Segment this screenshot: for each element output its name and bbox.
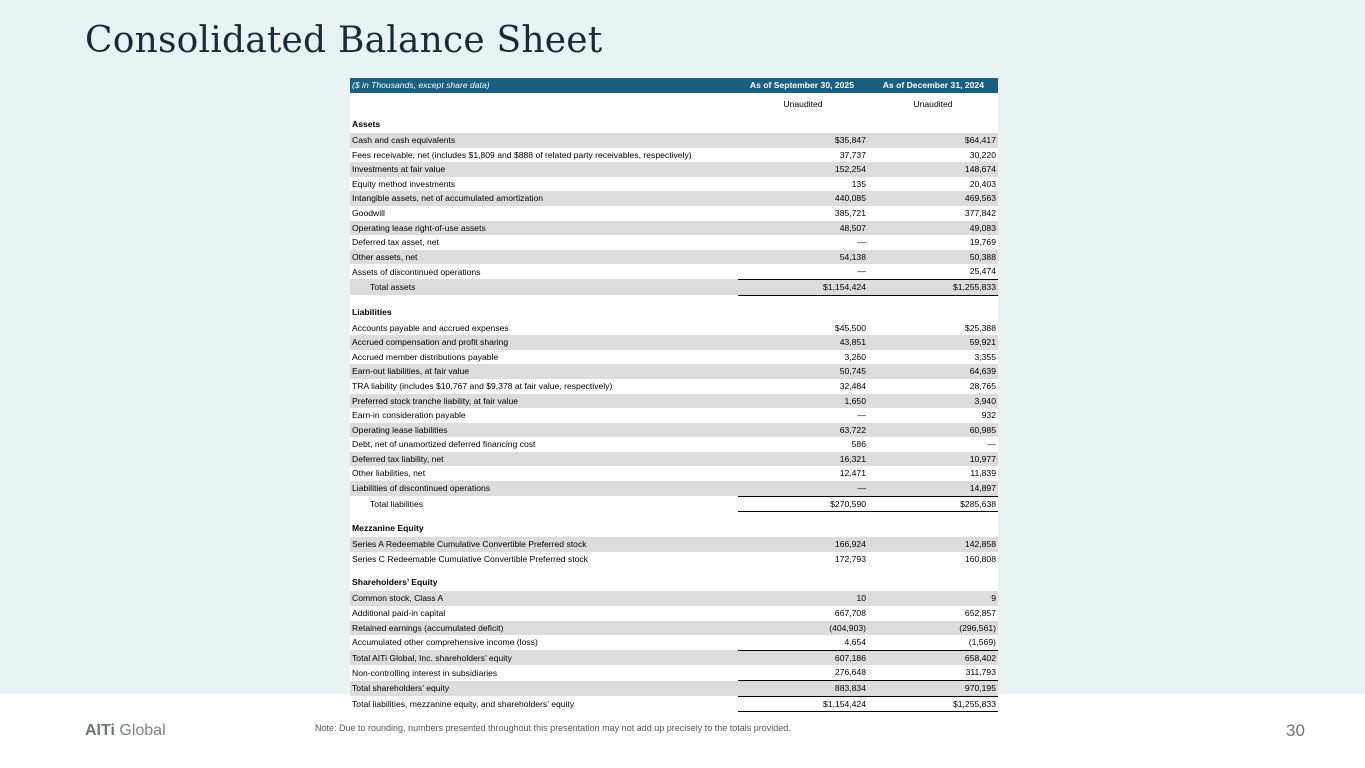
brand-name-rest: Global bbox=[114, 722, 166, 739]
value-sep-2025: $35,847 bbox=[738, 133, 868, 148]
value-sep-2025: $1,154,424 bbox=[738, 696, 868, 712]
value-dec-2024: (1,569) bbox=[968, 637, 996, 648]
row-label: Other assets, net bbox=[350, 250, 738, 265]
value-dec-2024: 148,674 bbox=[868, 162, 998, 177]
header-col-sep-2025: As of September 30, 2025 bbox=[738, 78, 868, 93]
row-label: Debt, net of unamortized deferred financing cost bbox=[352, 439, 536, 450]
value-sep-2025: — bbox=[857, 266, 866, 277]
table-row bbox=[350, 466, 998, 481]
row-label: Liabilities of discontinued operations bbox=[350, 481, 738, 496]
table-row bbox=[350, 537, 998, 552]
value-sep-2025: 166,924 bbox=[738, 537, 868, 552]
section-heading: Liabilities bbox=[352, 306, 392, 317]
row-label: Total shareholders’ equity bbox=[350, 681, 738, 697]
empty-cell bbox=[738, 573, 868, 591]
value-sep-2025: 63,722 bbox=[738, 423, 868, 438]
table-row bbox=[350, 191, 998, 206]
value-dec-2024: 658,402 bbox=[868, 650, 998, 665]
section-heading: Assets bbox=[352, 119, 381, 129]
value-dec-2024: 970,195 bbox=[868, 681, 998, 697]
value-dec-2024: 14,897 bbox=[868, 481, 998, 496]
value-dec-2024: 20,403 bbox=[969, 178, 996, 189]
table-row bbox=[350, 335, 998, 350]
table-row bbox=[350, 221, 998, 236]
value-sep-2025: 667,708 bbox=[834, 608, 866, 619]
value-sep-2025: (404,903) bbox=[738, 621, 868, 636]
row-label: Total liabilities, mezzanine equity, and shareholders’ equity bbox=[352, 698, 575, 709]
value-sep-2025: 1,650 bbox=[738, 394, 868, 409]
value-dec-2024: 59,921 bbox=[868, 335, 998, 350]
table-row bbox=[350, 437, 998, 452]
empty-cell bbox=[738, 519, 868, 537]
value-dec-2024: 25,474 bbox=[969, 266, 996, 277]
value-sep-2025: 50,745 bbox=[738, 364, 868, 379]
value-sep-2025: 4,654 bbox=[844, 637, 866, 648]
value-sep-2025: 16,321 bbox=[738, 452, 868, 467]
table-row bbox=[350, 635, 998, 650]
table-row bbox=[350, 133, 998, 148]
empty-cell bbox=[868, 519, 998, 537]
grand-row bbox=[350, 696, 998, 712]
value-dec-2024: 652,857 bbox=[964, 608, 996, 619]
table-subheader-row bbox=[350, 93, 998, 115]
subheader-col1: Unaudited bbox=[783, 99, 823, 109]
balance-sheet-table-container bbox=[350, 78, 998, 712]
table-row bbox=[350, 591, 998, 606]
value-dec-2024: 377,842 bbox=[964, 207, 996, 218]
spacer-cell bbox=[350, 566, 998, 573]
table-row bbox=[350, 250, 998, 265]
value-dec-2024: 932 bbox=[981, 410, 996, 421]
table-row bbox=[350, 552, 998, 567]
table-row bbox=[350, 423, 998, 438]
table-row bbox=[350, 162, 998, 177]
section-heading: Mezzanine Equity bbox=[352, 523, 424, 534]
value-dec-2024: 3,355 bbox=[974, 351, 996, 362]
brand-name-bold: AITi bbox=[85, 722, 115, 739]
row-label: Deferred tax asset, net bbox=[352, 237, 439, 248]
value-dec-2024: 142,858 bbox=[868, 537, 998, 552]
section-heading-row bbox=[350, 303, 998, 321]
table-row bbox=[350, 606, 998, 621]
value-dec-2024: 28,765 bbox=[969, 380, 996, 391]
value-sep-2025: 385,721 bbox=[834, 207, 866, 218]
subheader-blank bbox=[350, 93, 738, 115]
row-label: Cash and cash equivalents bbox=[350, 133, 738, 148]
section-heading-row bbox=[350, 115, 998, 133]
table-row bbox=[350, 264, 998, 279]
row-label: Investments at fair value bbox=[350, 162, 738, 177]
empty-cell bbox=[868, 303, 998, 321]
spacer-row bbox=[350, 566, 998, 573]
brand-logo bbox=[85, 722, 166, 740]
row-label: Operating lease liabilities bbox=[350, 423, 738, 438]
header-units-label: ($ in Thousands, except share data) bbox=[350, 78, 738, 93]
footnote: Note: Due to rounding, numbers presented throughout this presentation may not add up precisely to the totals provided. bbox=[315, 723, 791, 733]
row-label: Additional paid-in capital bbox=[352, 608, 446, 619]
row-label: Accumulated other comprehensive income (loss) bbox=[352, 637, 538, 648]
row-label: Non-controlling interest in subsidiaries bbox=[352, 667, 498, 678]
table-row bbox=[350, 364, 998, 379]
table-row bbox=[350, 321, 998, 336]
value-sep-2025: — bbox=[857, 237, 866, 248]
empty-cell bbox=[738, 303, 868, 321]
value-sep-2025: 152,254 bbox=[738, 162, 868, 177]
value-dec-2024: $25,388 bbox=[964, 322, 996, 333]
row-label: Total AITi Global, Inc. shareholders’ equity bbox=[350, 650, 738, 665]
spacer-cell bbox=[350, 295, 998, 303]
value-sep-2025: — bbox=[738, 481, 868, 496]
row-label: Preferred stock tranche liability, at fair value bbox=[350, 394, 738, 409]
row-label: Goodwill bbox=[352, 207, 385, 218]
section-heading-row bbox=[350, 519, 998, 537]
row-label: Series C Redeemable Cumulative Convertible Preferred stock bbox=[352, 553, 588, 564]
row-label: Accrued compensation and profit sharing bbox=[350, 335, 738, 350]
table-row bbox=[350, 665, 998, 680]
value-sep-2025: 172,793 bbox=[834, 553, 866, 564]
row-label: Fees receivable, net (includes $1,809 and $888 of related party receivables, respectively) bbox=[352, 149, 692, 160]
value-dec-2024: 60,985 bbox=[868, 423, 998, 438]
value-sep-2025: $45,500 bbox=[834, 322, 866, 333]
table-row bbox=[350, 206, 998, 221]
row-label: Deferred tax liability, net bbox=[350, 452, 738, 467]
spacer-cell bbox=[350, 512, 998, 520]
balance-sheet-table bbox=[350, 78, 998, 712]
row-label: Total assets bbox=[350, 279, 738, 295]
value-sep-2025: 12,471 bbox=[839, 468, 866, 479]
value-dec-2024: 19,769 bbox=[969, 237, 996, 248]
subtotal-row bbox=[350, 650, 998, 665]
value-dec-2024: $1,255,833 bbox=[868, 279, 998, 295]
row-label: Earn-in consideration payable bbox=[352, 410, 466, 421]
row-label: TRA liability (includes $10,767 and $9,378 at fair value, respectively) bbox=[352, 380, 613, 391]
value-sep-2025: 48,507 bbox=[738, 221, 868, 236]
empty-cell bbox=[738, 115, 868, 133]
row-label: Retained earnings (accumulated deficit) bbox=[350, 621, 738, 636]
value-sep-2025: 43,851 bbox=[738, 335, 868, 350]
value-dec-2024: $64,417 bbox=[868, 133, 998, 148]
value-sep-2025: — bbox=[857, 410, 866, 421]
empty-cell bbox=[868, 573, 998, 591]
table-row bbox=[350, 350, 998, 365]
value-dec-2024: 160,808 bbox=[964, 553, 996, 564]
value-sep-2025: $270,590 bbox=[738, 496, 868, 512]
row-label: Assets of discontinued operations bbox=[352, 266, 481, 277]
value-dec-2024: 50,388 bbox=[868, 250, 998, 265]
value-sep-2025: 37,737 bbox=[839, 149, 866, 160]
table-row bbox=[350, 481, 998, 496]
row-label: Common stock, Class A bbox=[350, 591, 738, 606]
row-label: Earn-out liabilities, at fair value bbox=[350, 364, 738, 379]
value-sep-2025: 54,138 bbox=[738, 250, 868, 265]
row-label: Accrued member distributions payable bbox=[352, 351, 499, 362]
total-row bbox=[350, 279, 998, 295]
row-label: Equity method investments bbox=[352, 178, 456, 189]
row-label: Intangible assets, net of accumulated amortization bbox=[350, 191, 738, 206]
table-row bbox=[350, 621, 998, 636]
table-row bbox=[350, 379, 998, 394]
value-dec-2024: — bbox=[987, 439, 996, 450]
table-header-row bbox=[350, 78, 998, 93]
value-dec-2024: $1,255,833 bbox=[868, 696, 998, 712]
value-sep-2025: 32,484 bbox=[839, 380, 866, 391]
value-sep-2025: 10 bbox=[738, 591, 868, 606]
section-heading-row bbox=[350, 573, 998, 591]
value-dec-2024: 3,940 bbox=[868, 394, 998, 409]
value-sep-2025: 607,186 bbox=[738, 650, 868, 665]
row-label: Series A Redeemable Cumulative Convertible Preferred stock bbox=[350, 537, 738, 552]
table-row bbox=[350, 394, 998, 409]
subtotal-row bbox=[350, 681, 998, 697]
table-row bbox=[350, 177, 998, 192]
value-sep-2025: $1,154,424 bbox=[738, 279, 868, 295]
total-row bbox=[350, 496, 998, 512]
value-dec-2024: $285,638 bbox=[868, 496, 998, 512]
row-label: Accounts payable and accrued expenses bbox=[352, 322, 509, 333]
value-sep-2025: 883,834 bbox=[738, 681, 868, 697]
value-dec-2024: 49,083 bbox=[868, 221, 998, 236]
row-label: Operating lease right-of-use assets bbox=[350, 221, 738, 236]
row-label: Total liabilities bbox=[370, 498, 424, 509]
table-row bbox=[350, 408, 998, 423]
spacer-row bbox=[350, 512, 998, 520]
header-col-dec-2024: As of December 31, 2024 bbox=[868, 78, 998, 93]
page-number: 30 bbox=[1286, 721, 1305, 740]
value-dec-2024: 311,793 bbox=[965, 667, 996, 678]
value-sep-2025: 3,260 bbox=[844, 351, 866, 362]
value-dec-2024: 469,563 bbox=[868, 191, 998, 206]
empty-cell bbox=[868, 115, 998, 133]
subheader-col2: Unaudited bbox=[913, 99, 953, 109]
spacer-row bbox=[350, 295, 998, 303]
value-sep-2025: 586 bbox=[851, 439, 866, 450]
value-sep-2025: 276,648 bbox=[834, 667, 866, 678]
table-row bbox=[350, 452, 998, 467]
section-heading: Shareholders’ Equity bbox=[352, 577, 438, 588]
table-row bbox=[350, 148, 998, 163]
value-dec-2024: 10,977 bbox=[868, 452, 998, 467]
value-sep-2025: 440,085 bbox=[738, 191, 868, 206]
row-label: Other liabilities, net bbox=[352, 468, 426, 479]
value-sep-2025: 135 bbox=[851, 178, 866, 189]
value-dec-2024: 9 bbox=[868, 591, 998, 606]
page-title: Consolidated Balance Sheet bbox=[85, 20, 603, 61]
value-dec-2024: 30,220 bbox=[969, 149, 996, 160]
table-row bbox=[350, 235, 998, 250]
value-dec-2024: 11,839 bbox=[970, 468, 996, 479]
value-dec-2024: 64,639 bbox=[868, 364, 998, 379]
value-dec-2024: (296,561) bbox=[868, 621, 998, 636]
